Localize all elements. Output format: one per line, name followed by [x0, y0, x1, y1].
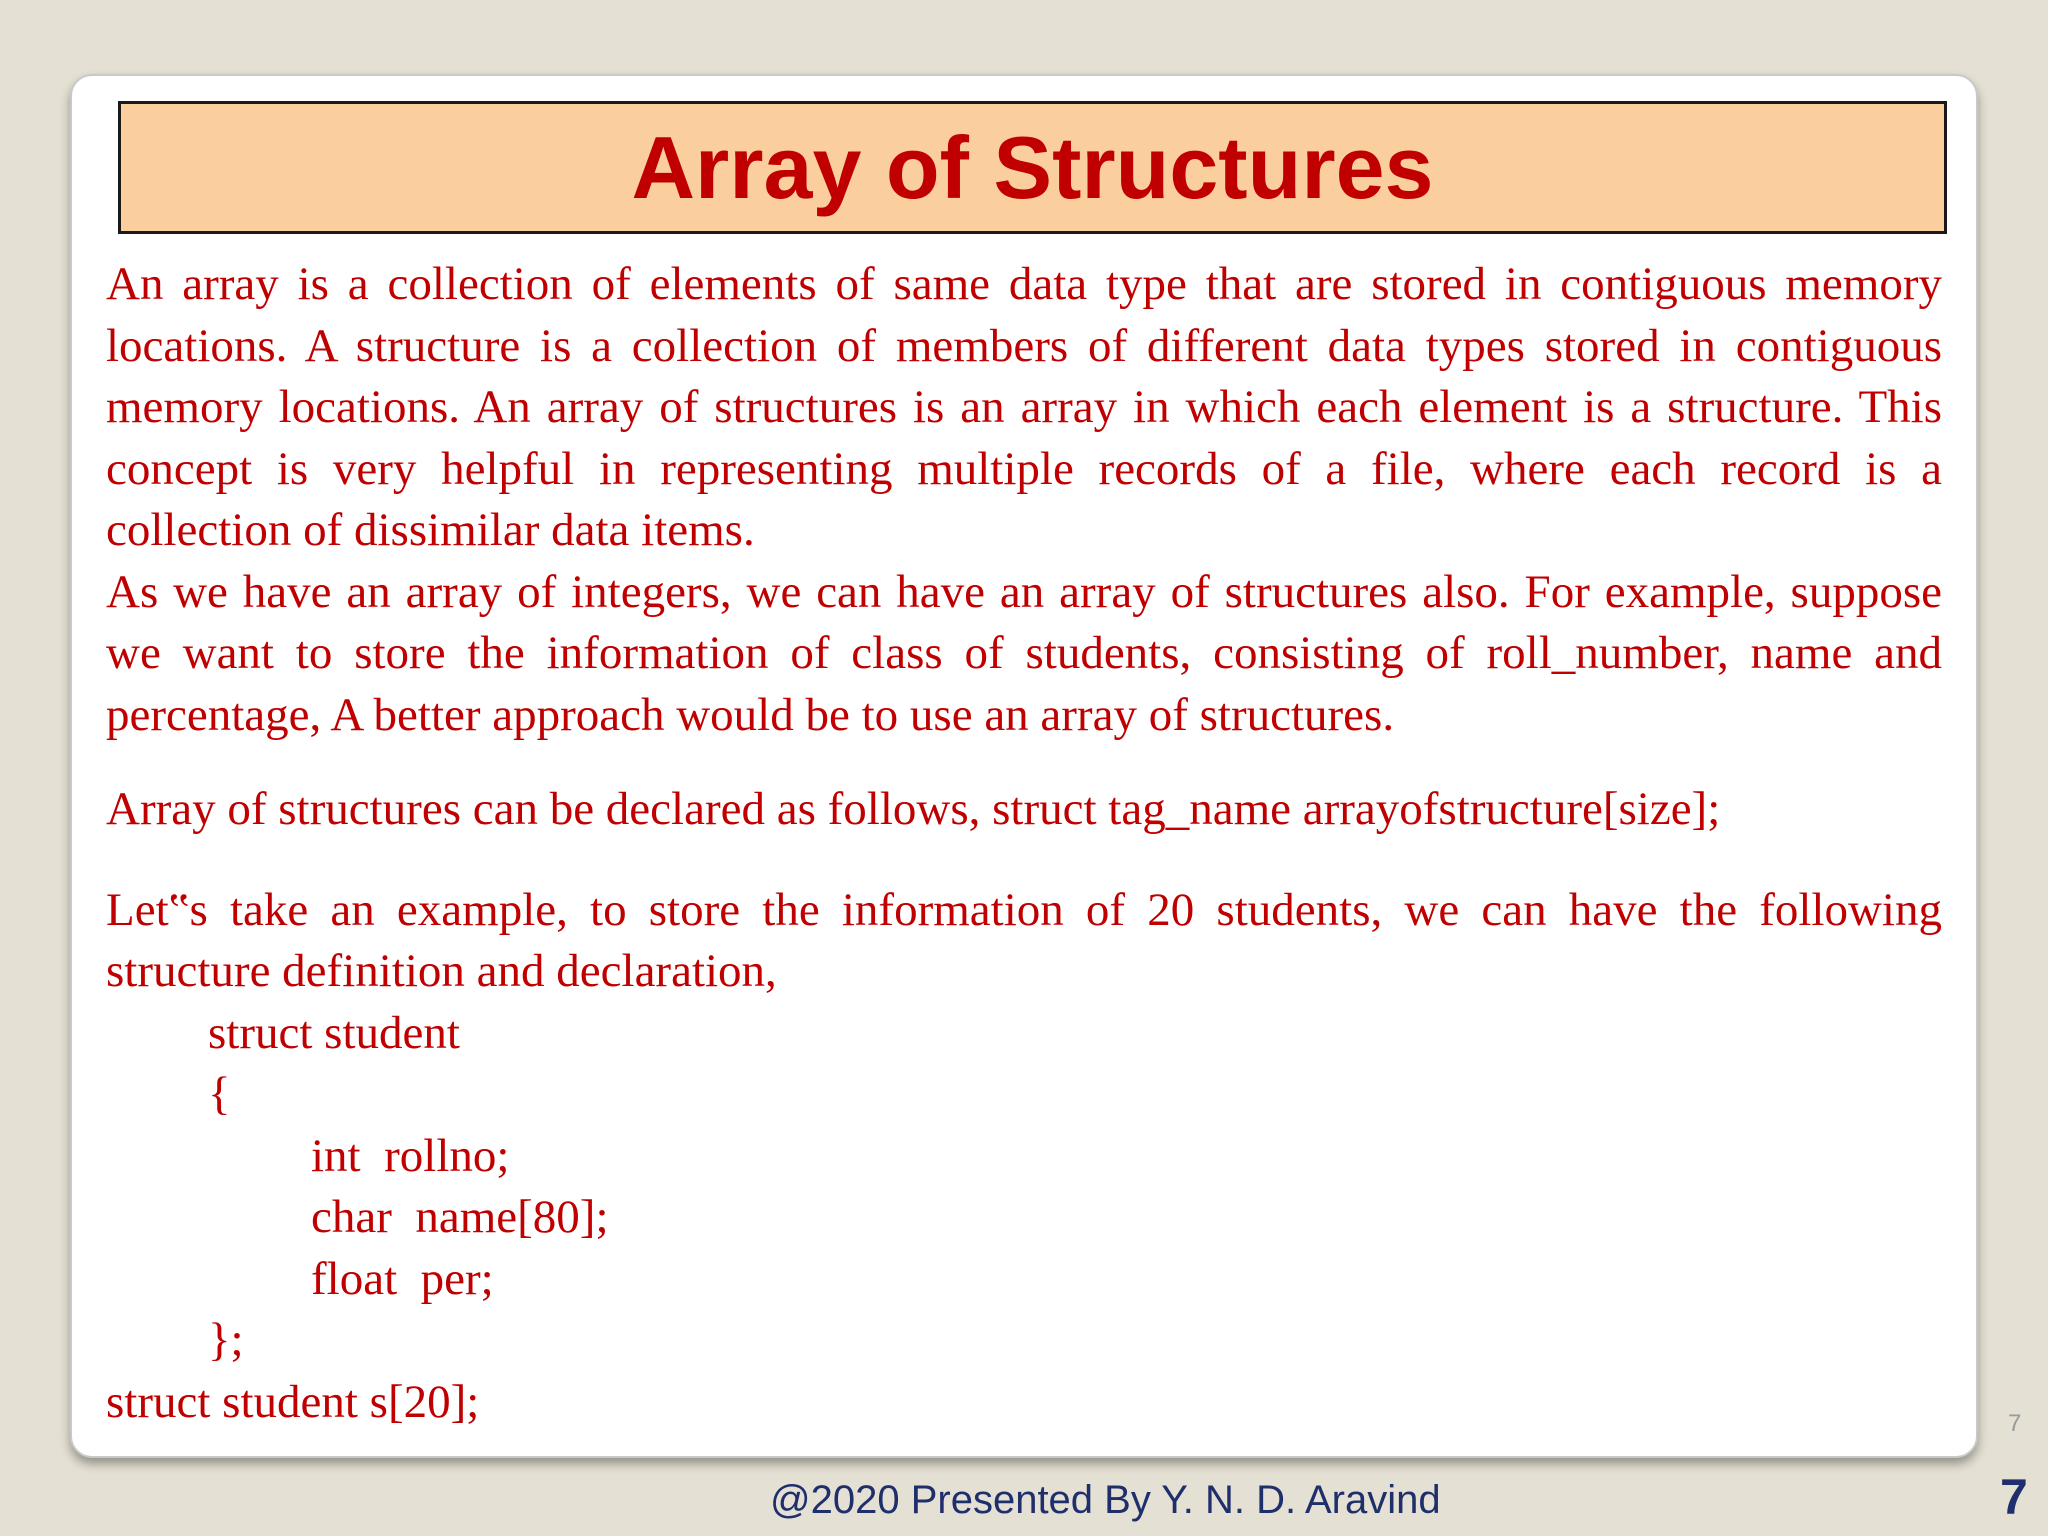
slide-body [106, 254, 1942, 1433]
slide-number-small: 7 [2008, 1410, 2022, 1437]
slide-title: Array of Structures [631, 117, 1434, 217]
code-line-name: char name[80]; [311, 1191, 609, 1243]
page-number: 7 [2000, 1469, 2028, 1525]
code-line-rollno: int rollno; [311, 1129, 510, 1182]
intro-paragraph: An array is a collection of elements of same data type that are stored in contiguous memory locations. A structure is a collection of members of different data types stored in contiguous memory locations. An array of structures is an array in which each element is a structure. This concept is very helpful in representing multiple records of a file, where each record is a collection of dissimilar data items. [106, 258, 1942, 556]
code-line-struct: struct student [208, 1006, 460, 1059]
code-line-open-brace: { [208, 1068, 231, 1120]
example-paragraph: Let‟s take an example, to store the information of 20 students, we can have the following structure definition and declaration, [106, 883, 1942, 997]
code-line-declaration: struct student s[20]; [106, 1375, 480, 1428]
footer-presenter: @2020 Presented By Y. N. D. Aravind [770, 1478, 1441, 1522]
title-banner [118, 101, 1947, 234]
code-line-per: float per; [311, 1252, 494, 1305]
example-intro-paragraph: As we have an array of integers, we can have an array of structures also. For example, suppose we want to store the information of class of students, consisting of roll_number, name and percentage, A better approach would be to use an array of structures. [106, 565, 1942, 741]
code-line-close-brace: }; [208, 1314, 244, 1366]
declaration-paragraph: Array of structures can be declared as follows, struct tag_name arrayofstructure[size]; [106, 783, 1721, 835]
